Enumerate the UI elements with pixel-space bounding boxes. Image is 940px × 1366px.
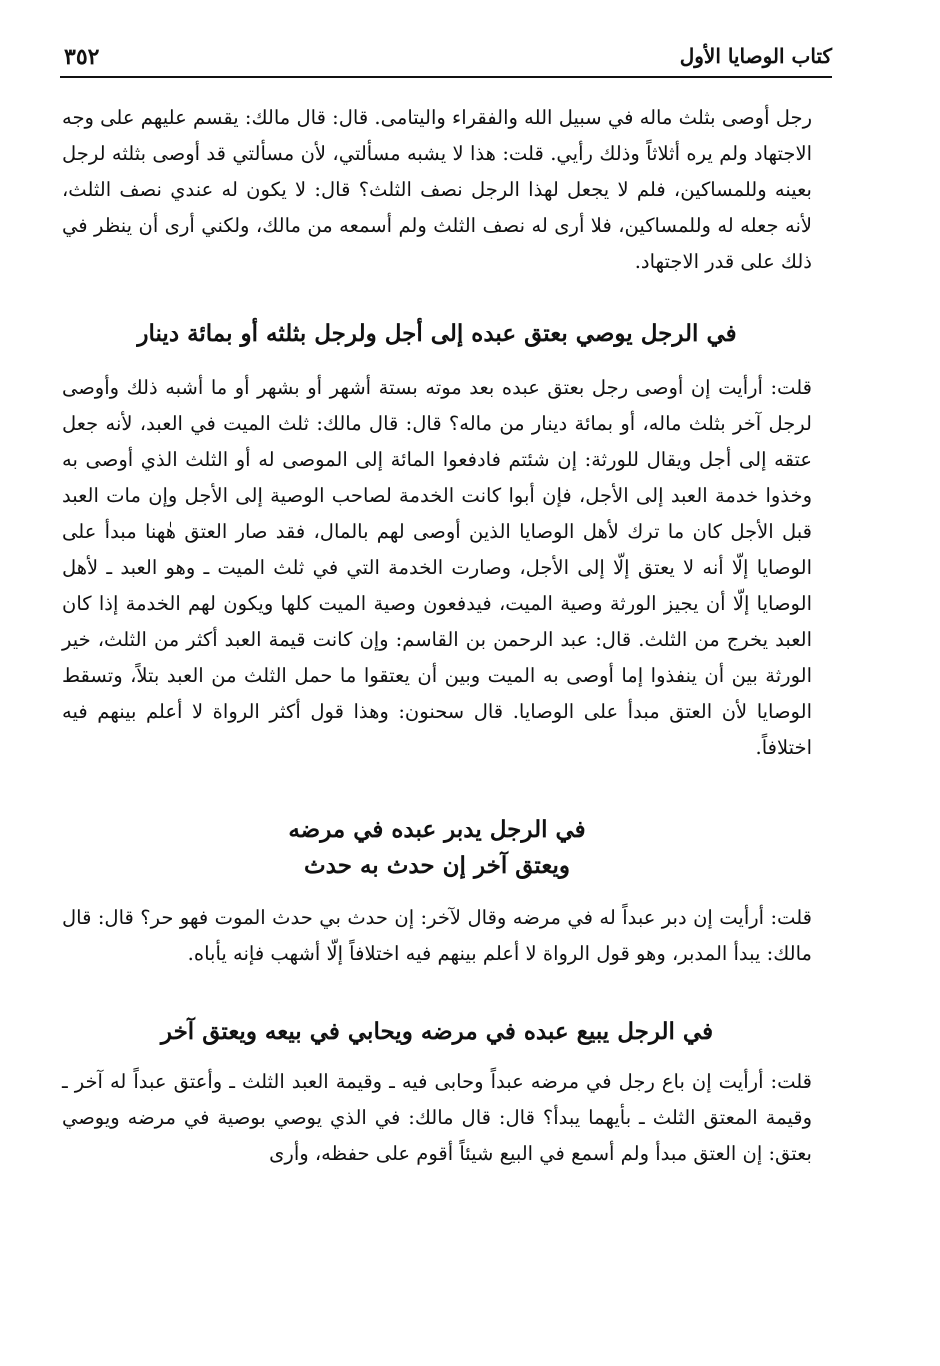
running-title: كتاب الوصايا الأول xyxy=(679,44,832,68)
section-paragraph: قلت: أرأيت إن دبر عبداً له في مرضه وقال لآخر: إن حدث بي حدث الموت فهو حر؟ قال: قال مالك: يبدأ المدبر، وهو قول الرواة لا أعلم بينهم فيه اختلافاً إلّا أشهب فإنه يأباه. xyxy=(62,906,812,965)
section-heading-line: ويعتق آخر إن حدث به حدث xyxy=(304,852,570,879)
page-body xyxy=(62,100,812,1172)
section-paragraph: قلت: أرأيت إن أوصى رجل بعتق عبده بعد موته بستة أشهر أو بشهر أو ما أشبه ذلك وأوصى لرجل آخر بثلث ماله، أو بمائة دينار من ماله؟ قال: قال مالك: ثلث الميت في العبد، لأنه جعل عتقه إلى أجل ويقال للورثة: إن شئتم فادفعوا المائة إلى الموصى له أو الثلث الذي أوصى به وخذوا خدمة العبد إلى الأجل، فإن أبوا كانت الخدمة لصاحب الوصية إلى الأجل وإن مات العبد قبل الأجل كان ما ترك لأهل الوصايا الذين أوصى لهم بالمال، فقد صار العتق هٰهنا مبدأ على الوصايا إلّا أنه لا يعتق إلّا إلى الأجل، وصارت الخدمة التي في ثلث الميت ـ وهو العبد ـ لأهل الوصايا إلّا أن يجيز الورثة وصية الميت، فيدفعون وصية الميت كلها ويكون لهم الخدمة إذا كان العبد يخرج من الثلث. قال: عبد الرحمن بن القاسم: وإن كانت قيمة العبد أكثر من الثلث، خير الورثة بين أن ينفذوا إما أوصى به الميت وبين أن يعتقوا ما حمل الثلث من العبد بتلاً، وتسقط الوصايا لأن العتق مبدأ على الوصايا. قال سحنون: وهذا قول أكثر الرواة لا أعلم بينهم فيه اختلافاً. xyxy=(62,376,812,759)
section-heading xyxy=(62,1014,812,1050)
section-paragraph: قلت: أرأيت إن باع رجل في مرضه عبداً وحابى فيه ـ وقيمة العبد الثلث ـ وأعتق عبداً له آخر ـ وقيمة المعتق الثلث ـ بأيهما يبدأ؟ قال: قال مالك: في الذي يوصي بوصية في مرضه ويوصي بعتق: إن العتق مبدأ ولم أسمع في البيع شيئاً أقوم على حفظه، وأرى xyxy=(62,1070,812,1165)
section-heading-line: في الرجل يدبر عبده في مرضه xyxy=(288,816,586,843)
page-number: ٣٥٢ xyxy=(64,44,100,70)
intro-paragraph: رجل أوصى بثلث ماله في سبيل الله والفقراء واليتامى. قال: قال مالك: يقسم عليهم على وجه الاجتهاد ولم يره أثلاثاً وذلك رأيي. قلت: هذا لا يشبه مسألتي، لأن مسألتي قد أوصى بثلثه لرجل بعينه وللمساكين، فلم لا يجعل لهذا الرجل نصف الثلث؟ قال: لا يكون له عندي نصف الثلث، لأنه جعله له وللمساكين، فلا أرى له نصف الثلث ولم أسمعه من مالك، ولكني أرى أن ينظر في ذلك على قدر الاجتهاد. xyxy=(62,106,812,273)
page-header xyxy=(60,42,832,78)
section-heading xyxy=(62,316,812,352)
section-heading-line: في الرجل يوصي بعتق عبده إلى أجل ولرجل بثلثه أو بمائة دينار xyxy=(137,320,737,347)
section-heading xyxy=(62,812,812,884)
section-heading-line: في الرجل يبيع عبده في مرضه ويحابي في بيعه ويعتق آخر xyxy=(160,1018,714,1045)
